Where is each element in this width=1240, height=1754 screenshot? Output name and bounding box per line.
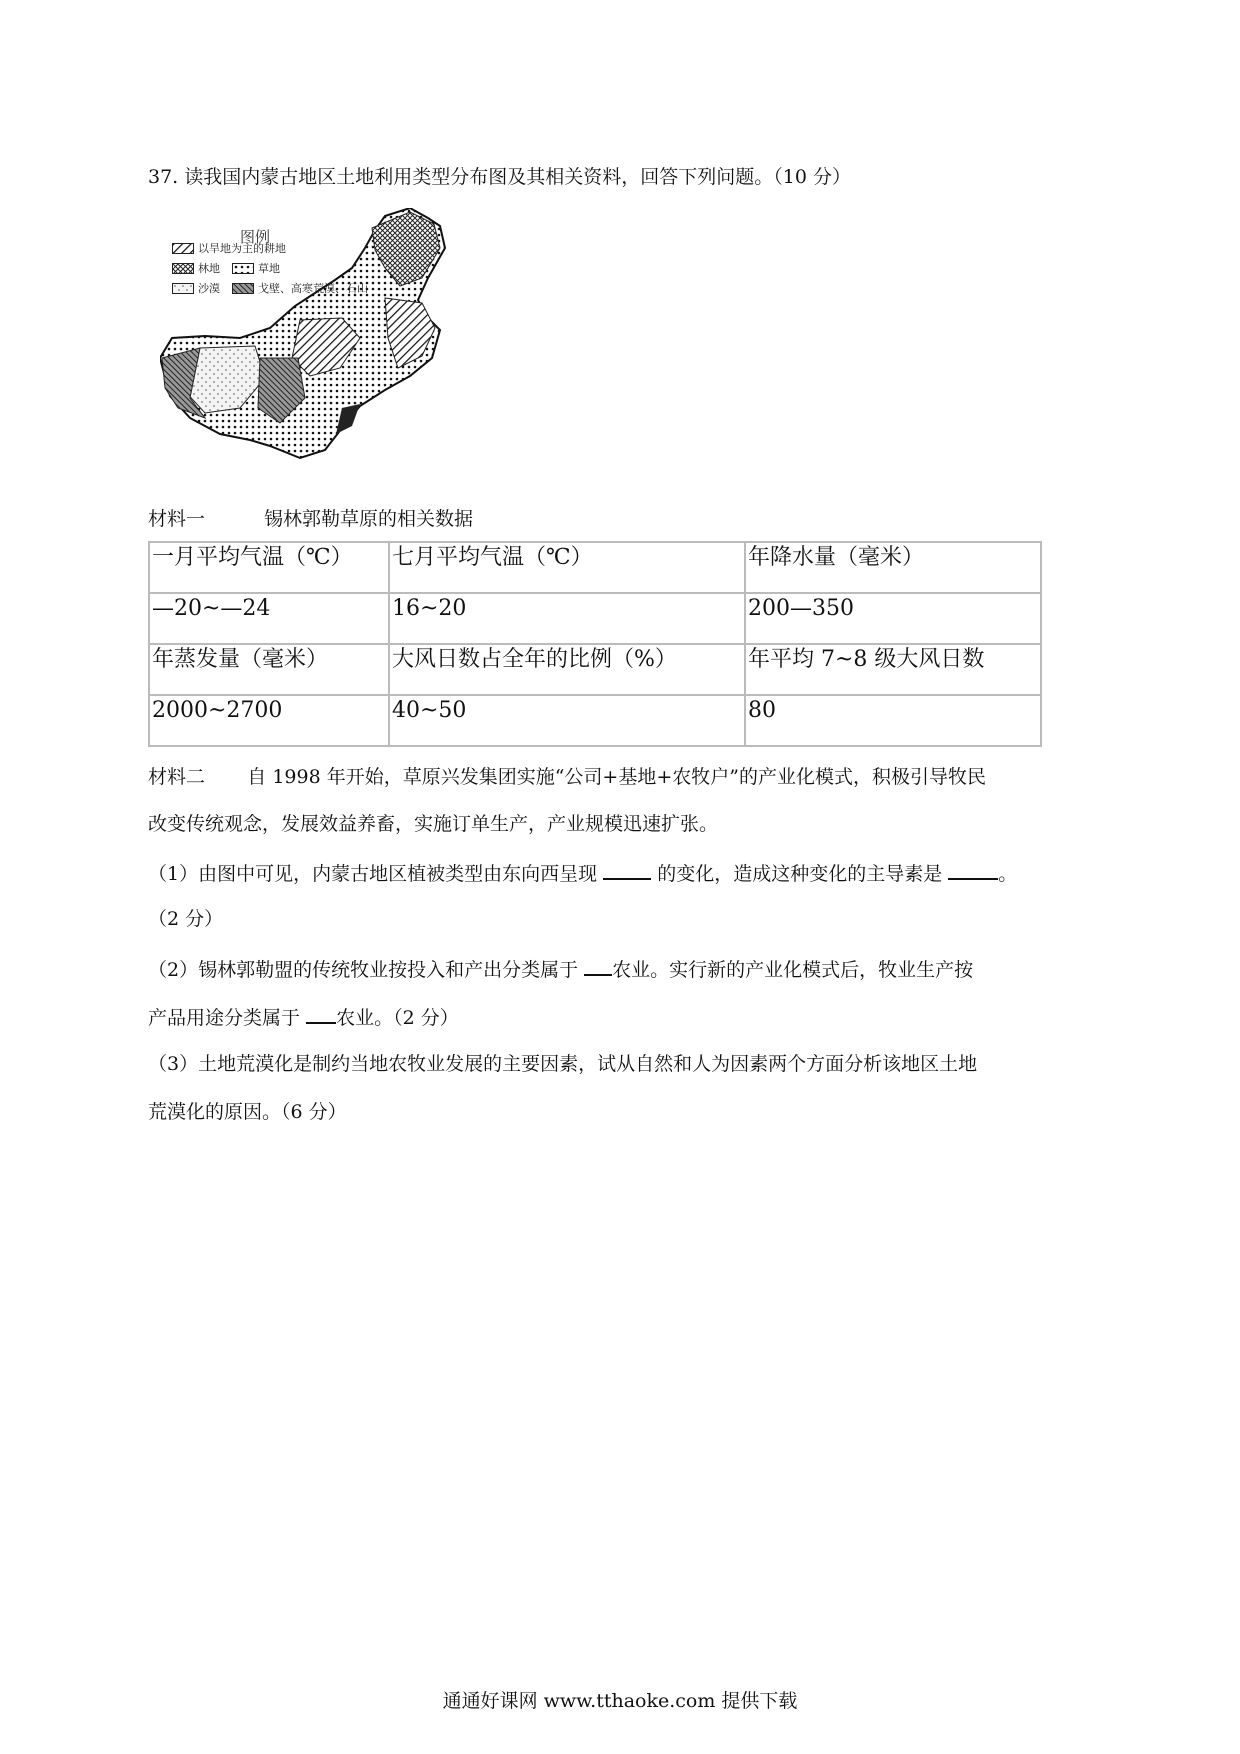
table-cell: 七月平均气温（℃） — [389, 542, 745, 593]
material-one-heading — [148, 504, 473, 531]
material-two-line-1: 材料二 自 1998 年开始，草原兴发集团实施“公司+基地+农牧户”的产业化模式，积极引导牧民 — [148, 766, 986, 788]
land-use-map-figure — [160, 208, 500, 476]
table-cell: 大风日数占全年的比例（%） — [389, 644, 745, 695]
question-1-text-a: （1）由图中可见，内蒙古地区植被类型由东向西呈现 — [148, 863, 598, 885]
table-row — [149, 695, 1041, 746]
dense-hatch-swatch-icon — [232, 283, 254, 294]
table-cell: 年蒸发量（毫米） — [149, 644, 389, 695]
table-cell: 40~50 — [389, 695, 745, 746]
legend-label: 林地 — [198, 262, 220, 275]
legend-label: 草地 — [258, 262, 280, 275]
material-two-line-2: 改变传统观念，发展效益养畜，实施订单生产，产业规模迅速扩张。 — [148, 813, 719, 835]
table-cell: 16~20 — [389, 593, 745, 644]
xilingol-data-table — [148, 541, 1042, 747]
question-2-text-b: 农业。实行新的产业化模式后，牧业生产按 — [612, 959, 974, 981]
answer-blank[interactable] — [306, 1002, 336, 1024]
page-footer: 通通好课网 www.tthaoke.com 提供下载 — [442, 1690, 798, 1712]
legend-label: 以旱地为主的耕地 — [198, 242, 286, 255]
sparse-dots-swatch-icon — [172, 283, 194, 294]
table-cell: 年降水量（毫米） — [745, 542, 1041, 593]
answer-blank[interactable] — [948, 858, 998, 880]
question-1 — [148, 858, 1017, 888]
table-cell: 年平均 7~8 级大风日数 — [745, 644, 1041, 695]
legend-title: 图例 — [240, 228, 271, 246]
material-one-tag: 材料一 — [148, 508, 206, 530]
question-1-text-b: 的变化，造成这种变化的主导素是 — [657, 863, 943, 885]
table-cell: 80 — [745, 695, 1041, 746]
answer-blank[interactable] — [603, 858, 651, 880]
table-row — [149, 644, 1041, 695]
question-1-score: （2 分） — [148, 908, 224, 930]
legend-label: 沙漠 — [198, 282, 220, 295]
legend-item-farmland — [172, 240, 286, 256]
hatch-swatch-icon — [172, 243, 194, 254]
question-2-text-d: 农业。（2 分） — [336, 1007, 459, 1029]
question-2-text-c: 产品用途分类属于 — [148, 1007, 301, 1029]
question-2-line-1 — [148, 954, 973, 984]
table-row — [149, 593, 1041, 644]
question-2-line-2 — [148, 1002, 459, 1032]
question-3-line-2: 荒漠化的原因。（6 分） — [148, 1101, 347, 1123]
question-2-text-a: （2）锡林郭勒盟的传统牧业按投入和产出分类属于 — [148, 959, 579, 981]
legend-item-desert-gobi — [172, 280, 368, 296]
question-1-text-c: 。 — [998, 863, 1018, 885]
legend-item-forest-grass — [172, 260, 280, 276]
table-cell: —20~—24 — [149, 593, 389, 644]
material-one-title: 锡林郭勒草原的相关数据 — [264, 508, 474, 530]
legend-label: 戈壁、高寒荒漠、石山 — [258, 282, 368, 295]
question-title: 37. 读我国内蒙古地区土地利用类型分布图及其相关资料，回答下列问题。（10 分） — [148, 166, 851, 188]
answer-blank[interactable] — [584, 954, 612, 976]
question-3-line-1: （3）土地荒漠化是制约当地农牧业发展的主要因素，试从自然和人为因素两个方面分析该地区土地 — [148, 1053, 978, 1075]
table-row — [149, 542, 1041, 593]
table-cell: 2000~2700 — [149, 695, 389, 746]
cross-swatch-icon — [172, 263, 194, 274]
dots-swatch-icon — [232, 263, 254, 274]
table-cell: 200—350 — [745, 593, 1041, 644]
table-cell: 一月平均气温（℃） — [149, 542, 389, 593]
